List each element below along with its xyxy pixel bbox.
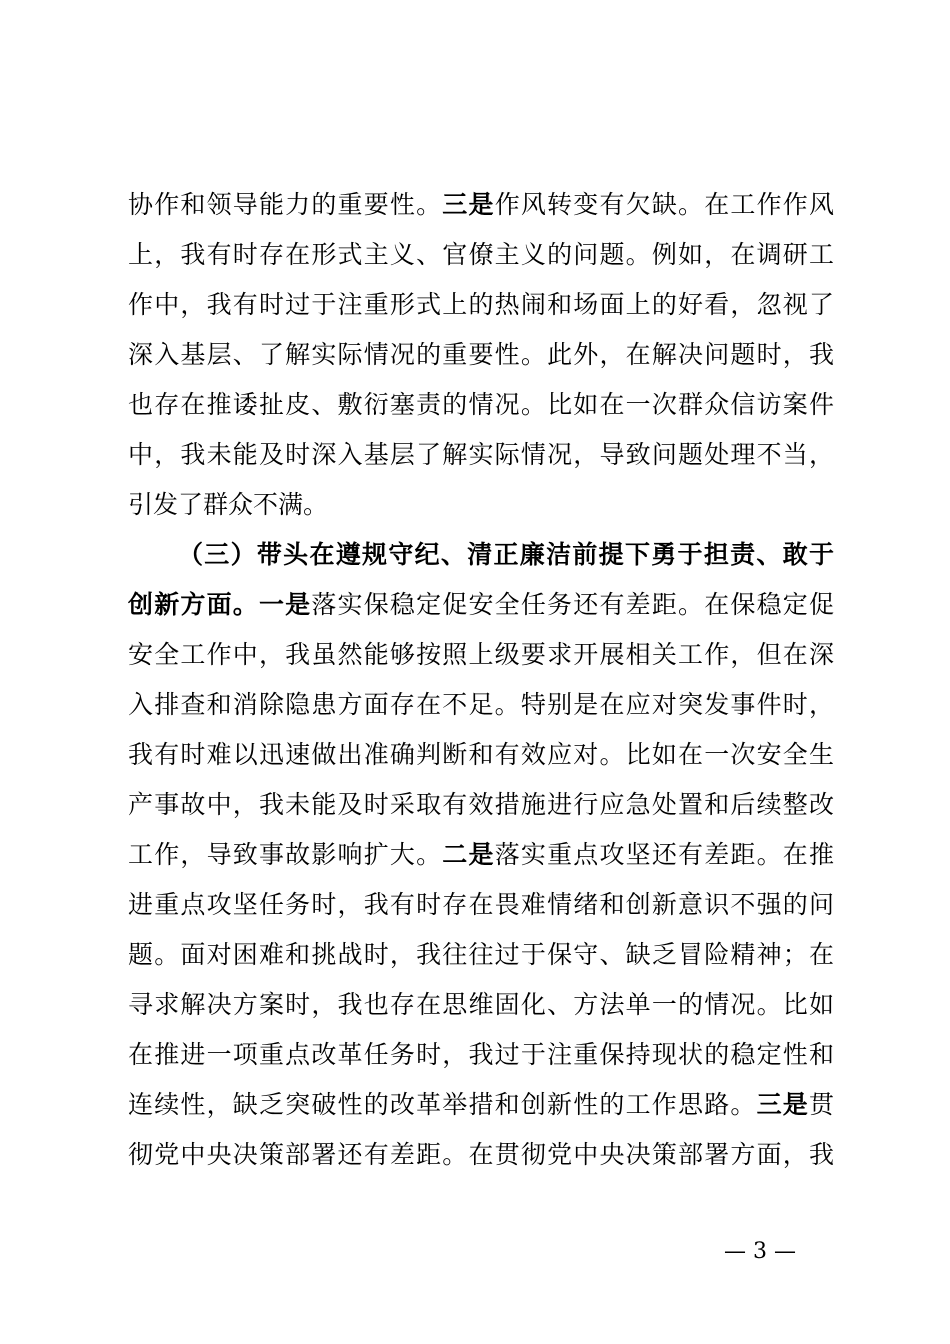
- bold-text-segment: 创新方面。: [128, 590, 259, 619]
- text-line: [128, 780, 834, 830]
- text-line: [128, 380, 834, 430]
- text-line: [128, 430, 834, 480]
- bold-text-segment: （三）带头在遵规守纪、清正廉洁前提下勇于担责、敢于: [178, 540, 834, 569]
- text-segment: 也存在推诿扯皮、敷衍塞责的情况。比如在一次群众信访案件: [128, 390, 834, 419]
- text-line: [128, 980, 834, 1030]
- text-line: [128, 880, 834, 930]
- bold-text-segment: 二是: [442, 840, 495, 869]
- text-line: [128, 530, 834, 580]
- text-segment: 连续性，缺乏突破性的改革举措和创新性的工作思路。: [128, 1090, 757, 1119]
- text-segment: 在推进一项重点改革任务时，我过于注重保持现状的稳定性和: [128, 1040, 834, 1069]
- text-line: [128, 630, 834, 680]
- text-segment: 我有时难以迅速做出准确判断和有效应对。比如在一次安全生: [128, 740, 834, 769]
- text-segment: 彻党中央决策部署还有差距。在贯彻党中央决策部署方面，我: [128, 1140, 834, 1169]
- text-segment: 作风转变有欠缺。在工作作风: [494, 190, 834, 219]
- bold-text-segment: 三是: [442, 190, 495, 219]
- text-segment: 协作和领导能力的重要性。: [128, 190, 443, 219]
- text-line: [128, 1030, 834, 1080]
- bold-text-segment: 三是: [756, 1090, 809, 1119]
- text-segment: 寻求解决方案时，我也存在思维固化、方法单一的情况。比如: [128, 990, 834, 1019]
- text-line: [128, 580, 834, 630]
- text-line: [128, 1080, 834, 1130]
- text-segment: 产事故中，我未能及时采取有效措施进行应急处置和后续整改: [128, 790, 834, 819]
- text-segment: 安全工作中，我虽然能够按照上级要求开展相关工作，但在深: [128, 640, 834, 669]
- text-line: [128, 230, 834, 280]
- text-segment: 上，我有时存在形式主义、官僚主义的问题。例如，在调研工: [128, 240, 834, 269]
- text-line: [128, 180, 834, 230]
- page-number: — 3 —: [724, 1239, 796, 1264]
- text-segment: 工作，导致事故影响扩大。: [128, 840, 443, 869]
- text-line: [128, 830, 834, 880]
- text-segment: 落实重点攻坚还有差距。在推: [494, 840, 834, 869]
- text-line: [128, 330, 834, 380]
- text-segment: 入排查和消除隐患方面存在不足。特别是在应对突发事件时，: [128, 690, 834, 719]
- text-segment: 进重点攻坚任务时，我有时存在畏难情绪和创新意识不强的问: [128, 890, 834, 919]
- text-segment: 题。面对困难和挑战时，我往往过于保守、缺乏冒险精神；在: [128, 940, 834, 969]
- text-line: [128, 930, 834, 980]
- text-line: [128, 730, 834, 780]
- body-text: [128, 180, 834, 1180]
- text-segment: 引发了群众不满。: [128, 490, 329, 519]
- text-segment: 落实保稳定促安全任务还有差距。在保稳定促: [311, 590, 834, 619]
- text-segment: 贯: [808, 1090, 834, 1119]
- text-segment: 作中，我有时过于注重形式上的热闹和场面上的好看，忽视了: [128, 290, 834, 319]
- text-line: [128, 280, 834, 330]
- text-segment: 深入基层、了解实际情况的重要性。此外，在解决问题时，我: [128, 340, 834, 369]
- text-line: [128, 1130, 834, 1180]
- text-line: [128, 480, 834, 530]
- text-line: [128, 680, 834, 730]
- text-segment: 中，我未能及时深入基层了解实际情况，导致问题处理不当，: [128, 440, 834, 469]
- bold-text-segment: 一是: [258, 590, 312, 619]
